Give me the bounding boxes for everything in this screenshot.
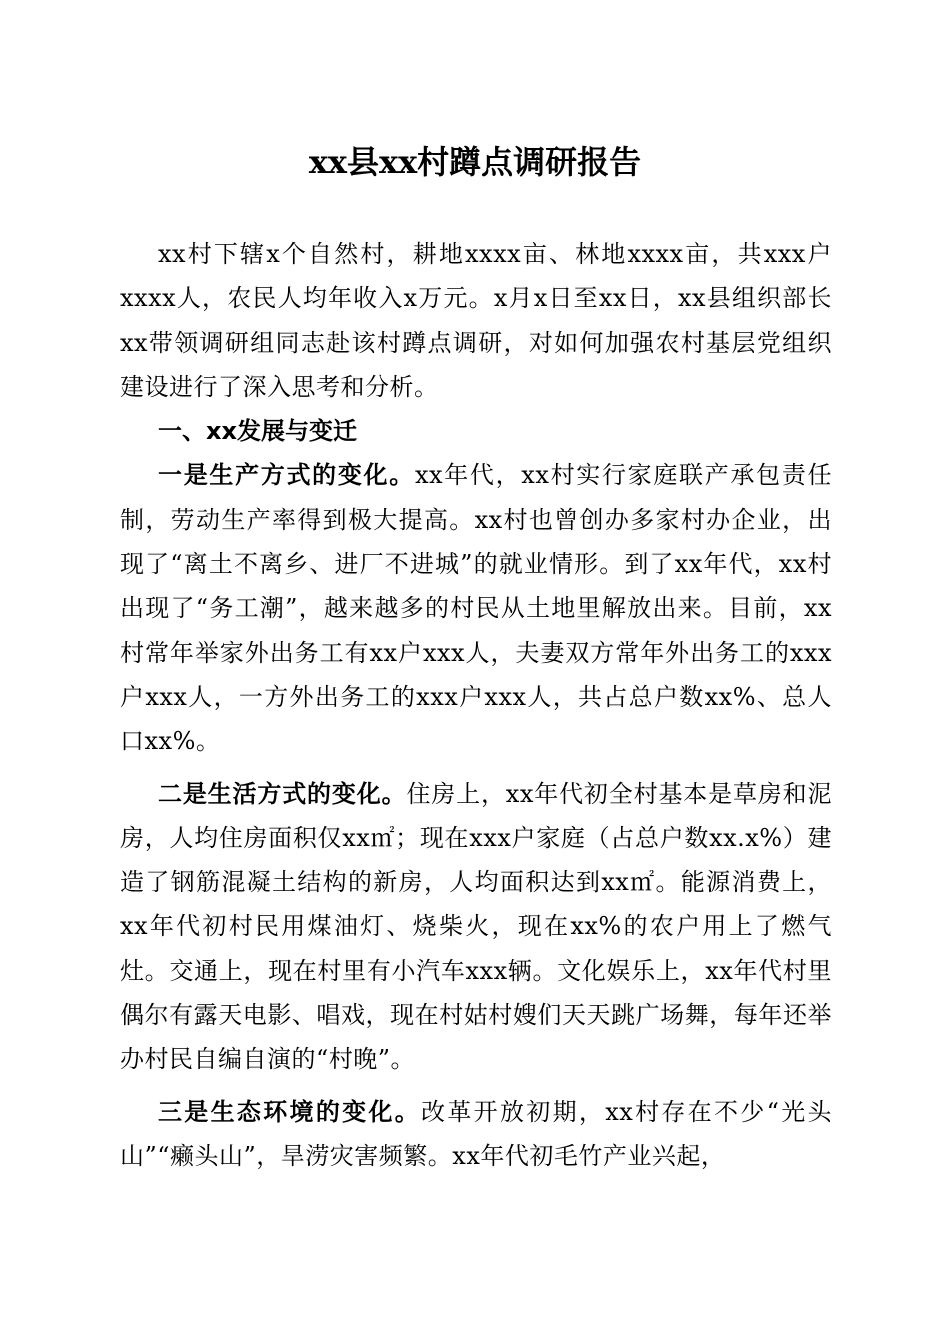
document-body [120,232,832,1178]
paragraph-lead: 三是生态环境的变化。 [158,1096,422,1126]
page-title: xx县xx村蹲点调研报告 [308,143,642,181]
paragraph-production [120,453,832,763]
paragraph-lifestyle [120,772,832,1082]
paragraph-environment [120,1090,832,1179]
paragraph-gap [120,764,832,772]
paragraph-lead: 二是生活方式的变化。 [158,778,407,808]
paragraph-text: 住房上，xx年代初全村基本是草房和泥房，人均住房面积仅xx㎡；现在xxx户家庭（占总户数xx.x%）建造了钢筋混凝土结构的新房，人均面积达到xx㎡。能源消费上，xx年代初村民用煤油灯、烧柴火，现在xx%的农户用上了燃气灶。交通上，现在村里有小汽车xxx辆。文化娱乐上，xx年代村里偶尔有露天电影、唱戏，现在村姑村嫂们天天跳广场舞，每年还举办村民自编自演的“村晚”。 [120,779,832,1074]
paragraph-lead: 一是生产方式的变化。 [158,460,415,490]
paragraph-gap [120,1082,832,1090]
intro-paragraph: xx村下辖x个自然村，耕地xxxx亩、林地xxxx亩，共xxx户xxxx人，农民人均年收入x万元。x月x日至xx日，xx县组织部长xx带领调研组同志赴该村蹲点调研，对如何加强农村基层党组织建设进行了深入思考和分析。 [120,240,832,401]
paragraph-text: xx年代，xx村实行家庭联产承包责任制，劳动生产率得到极大提高。xx村也曾创办多家村办企业，出现了“离土不离乡、进厂不进城”的就业情形。到了xx年代，xx村出现了“务工潮”，越来越多的村民从土地里解放出来。目前，xx村常年举家外出务工有xx户xxx人，夫妻双方常年外出务工的xxx户xxx人，一方外出务工的xxx户xxx人，共占总户数xx%、总人口xx%。 [120,461,833,756]
paragraph-text: 改革开放初期，xx村存在不少“光头山”“癞头山”，旱涝灾害频繁。xx年代初毛竹产业兴起， [120,1097,832,1170]
section-heading: 一、xx发展与变迁 [158,417,357,446]
